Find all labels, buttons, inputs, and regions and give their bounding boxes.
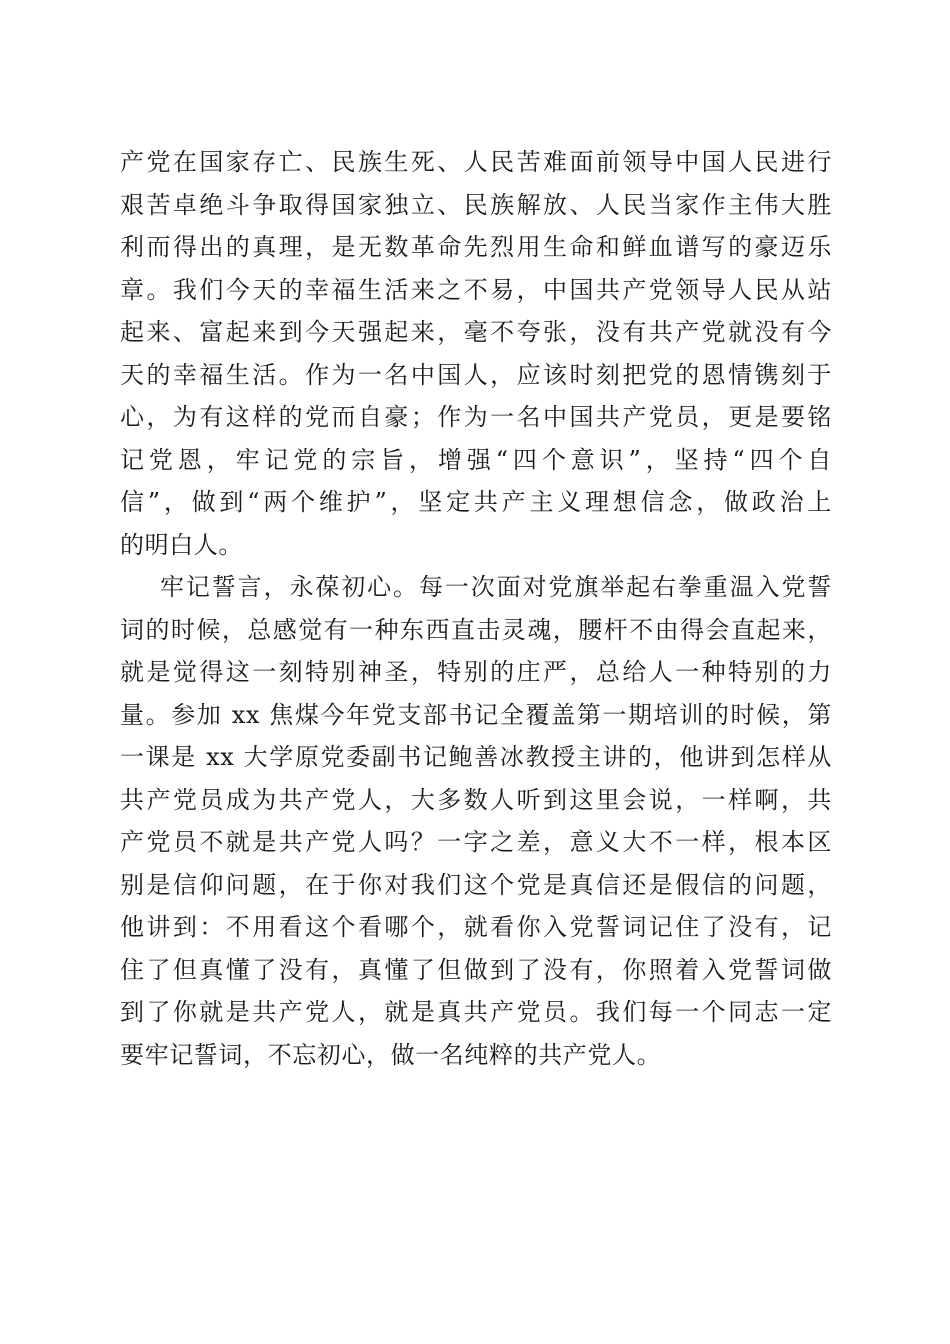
text-line: 产党在国家存亡、民族生死、人民苦难面前领导中国人民进行: [120, 148, 832, 176]
text-line: 要牢记誓词，不忘初心，做一名纯粹的共产党人。: [120, 1040, 662, 1069]
body-text: [120, 141, 832, 1076]
text-line: 一课是 xx 大学原党委副书记鲍善冰教授主讲的，他讲到怎样从: [120, 743, 832, 771]
text-line: 产党员不就是共产党人吗？一字之差，意义大不一样，根本区: [120, 828, 832, 856]
text-line: 信”，做到“两个维护”，坚定共产主义理想信念，做政治上: [120, 488, 832, 516]
text-line: 词的时候，总感觉有一种东西直击灵魂，腰杆不由得会直起来，: [120, 615, 832, 644]
paragraph-1: [120, 141, 832, 566]
text-line: 共产党员成为共产党人，大多数人听到这里会说，一样啊，共: [120, 785, 832, 814]
text-line: 利而得出的真理，是无数革命先烈用生命和鲜血谱写的豪迈乐: [120, 233, 832, 261]
text-line: 到了你就是共产党人，就是真共产党员。我们每一个同志一定: [120, 998, 832, 1026]
text-line: 住了但真懂了没有，真懂了但做到了没有，你照着入党誓词做: [120, 955, 832, 984]
paragraph-2: [120, 566, 832, 1076]
text-line: 的明白人。: [120, 530, 243, 559]
text-line: 量。参加 xx 焦煤今年党支部书记全覆盖第一期培训的时候，第: [120, 700, 832, 729]
text-line: 牢记誓言，永葆初心。每一次面对党旗举起右拳重温入党誓: [160, 573, 832, 601]
text-line: 就是觉得这一刻特别神圣，特别的庄严，总给人一种特别的力: [120, 658, 832, 686]
text-line: 心，为有这样的党而自豪；作为一名中国共产党员，更是要铭: [120, 403, 832, 431]
text-line: 记党恩，牢记党的宗旨，增强“四个意识”，坚持“四个自: [120, 445, 832, 474]
text-line: 起来、富起来到今天强起来，毫不夸张，没有共产党就没有今: [120, 318, 832, 346]
text-line: 别是信仰问题，在于你对我们这个党是真信还是假信的问题，: [120, 870, 832, 899]
text-line: 天的幸福生活。作为一名中国人，应该时刻把党的恩情镌刻于: [120, 360, 832, 389]
text-line: 他讲到：不用看这个看哪个，就看你入党誓词记住了没有，记: [120, 913, 832, 941]
text-line: 艰苦卓绝斗争取得国家独立、民族解放、人民当家作主伟大胜: [120, 190, 832, 219]
text-line: 章。我们今天的幸福生活来之不易，中国共产党领导人民从站: [120, 275, 832, 304]
